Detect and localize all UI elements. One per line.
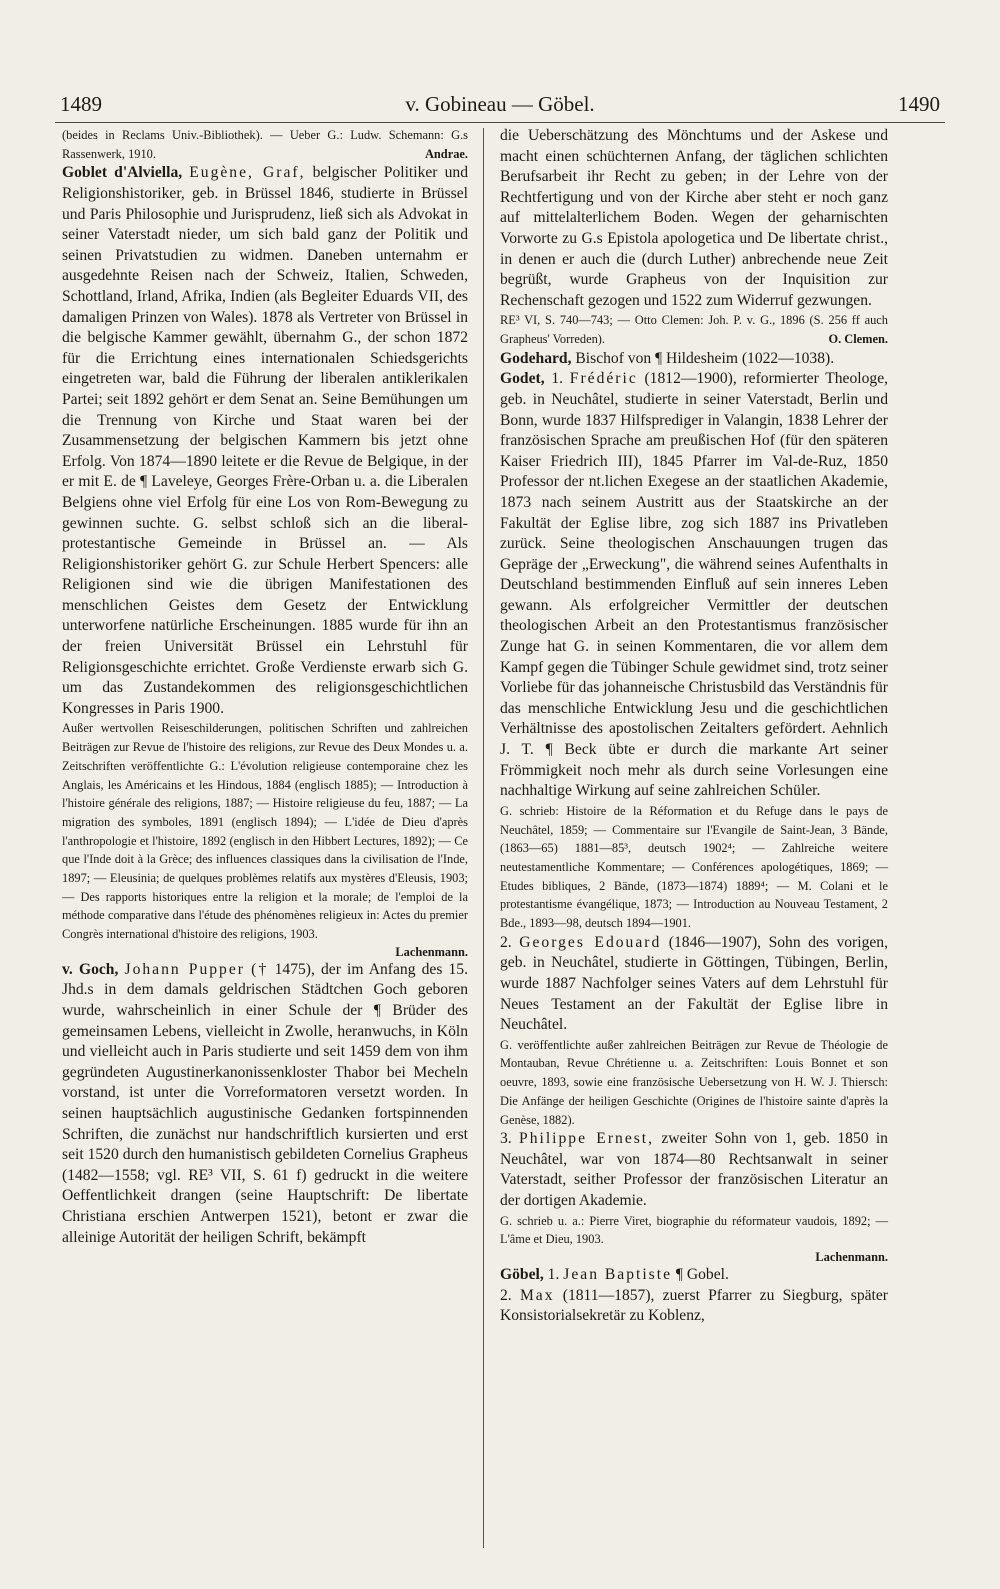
entry-text: (1811—1857), zuerst Pfarrer zu Siegburg, später Konsistorialsekretär zu Koblenz, (500, 1286, 888, 1325)
entry-text: belgischer Politiker und Religionshistoriker, geb. in Brüssel 1846, studierte in Brüssel und Paris Philosophie und Jurisprudenz, ließ sich als Advokat in seiner Vaterstadt nieder, um sich bald ganz der Politik und seinen Privatstudien zu widmen. Daneben unternahm er ausgedehnte Reisen nach der Schweiz, Italien, Schweden, Schottland, Irland, Afrika, Indien (als Begleiter Eduards VII, des damaligen Prinzen von Wales). 1878 als Vertreter von Brüssel in die belgische Kammer gewählt, übernahm G., der schon 1872 für die Errichtung eines internationalen Schiedsgerichts eingetreten war, bald die Führung der liberalen antiklerikalen Partei; seit 1892 gehört er dem Senat an. Seine Bemühungen um die Trennung von Kirche und Staat waren bei der Zusammensetzung der belgischen Kammern bis jetzt ohne Erfolg. Von 1874—1890 leitete er die Revue de Belgique, in der er mit E. de ¶ Laveleye, Georges Frère-Orban u. a. die Liberalen Belgiens ohne viel Erfolg für eine Los von Rom-Bewegung zu gewinnen suchte. G. selbst schloß sich an die liberal-protestantische Gemeinde in Brüssel an. — Als Religionshistoriker gehört G. zur Schule Herbert Spencers: alle Religionen sind wie die übrigen Manifestationen des menschlichen Geistes dem Gesetz der Entwicklung unterworfene natürliche Erscheinungen. 1885 wurde für ihn an der freien Universität Brüssel ein Lehrstuhl für Religionsgeschichte errichtet. Große Verdienste erwarb sich G. um das Zustandekommen des religionsgeschichtlichen Kongresses in Paris 1900. (62, 164, 468, 717)
entry-godet-1: Godet, 1. Frédéric (1812—1900), reformierter Theologe, geb. in Neuchâtel, studierte in seiner Vaterstadt, Berlin und Bonn, wurde 1837 Hilfsprediger in Valangin, 1838 Lehrer der französischen Sprache am preußischen Hof (für den späteren Kaiser Friedrich III), 1845 Pfarrer im Val-de-Ruz, 1850 Professor der nt.lichen Exegese an der staatlichen Akademie, 1873 nach seinem Austritt aus der Staatskirche an der Fakultät der Eglise libre, zog sich 1887 ins Privatleben zurück. Seine theologischen Anschauungen trugen das Gepräge der „Erweckung", die während seines Aufenthalts in Deutschland bestimmenden Einfluß auf sein inneres Leben gewann. Als erfolgreicher Vermittler der deutschen theologischen Arbeit an den Protestantismus französischer Zunge hat G. in seinen Kommentaren, die vor allem dem Kampf gegen die Tübinger Schule gewidmet sind, trotz seiner Vorliebe für das johanneische Christusbild das Verständnis für das menschliche Entwicklung Jesu und die geschichtlichen Verhältnisse des apostolischen Zeitalters gefördert. Aehnlich J. T. ¶ Beck übte er durch die markante Art seiner Frömmigkeit noch mehr als durch seine Vorlesungen eine nachhaltige Wirkung auf seine zahlreichen Schüler. (500, 370, 889, 800)
left-column (62, 126, 468, 1248)
page-header (0, 92, 1000, 122)
goblet-literature: Außer wertvollen Reiseschilderungen, politischen Schriften und zahlreichen Beiträgen zur Revue de l'histoire des religions, zur Revue des Deux Mondes u. a. Zeitschriften veröffentlichte G.: L'évolution religieuse contemporaine chez les Anglais, les Américains et les Hindous, 1884 (englisch 1885); — Introduction à l'histoire générale des religions, 1887; — Histoire religieuse du feu, 1887; — La migration des symboles, 1891 (englisch 1894); — L'idée de Dieu d'après l'anthropologie et l'histoire, 1892 (englisch in den Hibbert Lectures, 1892); — Ce que l'Inde doit à la Grèce; des influences classiques dans la civilisation de l'Inde, 1897; — Eleusinia; de quelques problèmes relatifs aux mystères d'Eleusis, 1903; — Des rapports historiques entre la religion et la morale; de l'emploi de la méthode comparative dans l'étude des phénomènes religieux in: Actes du premier Congrès international d'histoire des religions, 1903. (62, 721, 468, 942)
headword: Goblet d'Alviella, (62, 164, 183, 182)
running-title: v. Gobineau — Göbel. (405, 92, 595, 116)
entry-text: zweiter Sohn von 1, geb. 1850 in Neuchâtel, war von 1874—80 Rechtsanwalt in seiner Vaterstadt, seither Professor der französischen Literatur an der dortigen Akademie. (500, 1130, 888, 1209)
person-name: Eugène, Graf, (189, 164, 306, 182)
person-name: Philippe Ernest, (519, 1130, 655, 1148)
entry-text: († 1475), der im Anfang des 15. Jhd.s in dem damals geldrischen Städtchen Goch geboren wurde, wahrscheinlich in einer Schule der ¶ Brüder des gemeinsamen Lebens, vielleicht in Zwolle, heranwuchs, in Köln und vielleicht auch in Paris studierte und seit 1459 dem von ihm gegründeten Augustinerkanonissenkloster Thabor bei Mecheln vorstand, ist unter die Vorreformatoren versetzt worden. In seinen hauptsächlich augustinische Gedanken fortspinnenden Schriften, die zunächst nur handschriftlich kursierten und erst seit 1520 durch den humanistisch gebildeten Cornelius Grapheus (1482—1558; vgl. RE³ VII, S. 61 f) gedruckt in die weitere Oeffentlichkeit drangen (seine Hauptschrift: De libertate Christiana erschien Antwerpen 1521), betont er zwar die alleinige Autorität der heiligen Schrift, bekämpft (62, 960, 469, 1246)
entry-text: Bischof von ¶ Hildesheim (1022—1038). (575, 349, 835, 367)
goch-literature: RE³ VI, S. 740—743; — Otto Clemen: Joh. P. v. G., 1896 (S. 256 ff auch Grapheus' Vorreden). O. Clemen. (500, 311, 888, 348)
entry-godet-2: 2. Georges Edouard (1846—1907), Sohn des vorigen, geb. in Neuchâtel, studierte in Göttingen, Tübingen, Berlin, wurde 1887 Nachfolger seines Vaters auf dem Lehrstuhl für Neues Testament an der Fakultät der Eglise libre in Neuchâtel. (500, 933, 888, 1034)
entry-goblet (62, 163, 468, 719)
column-divider (483, 128, 484, 1548)
header-rule (55, 122, 945, 123)
goch-continued: die Ueberschätzung des Mönchtums und der Askese und macht einen schüchternen Anfang, der täglichen schlichten Berufsarbeit ihr Recht zu geben; in der Lehre von der Rechtfertigung und von der Kirche aber steht er noch ganz auf mittelalterlichem Boden. Wegen der geharnischten Vorworte zu G.s Epistola apologetica und De libertate christ., in denen er auch die (durch Luther) anbrechende neue Zeit begrüßt, wurde Grapheus von der Inquisition zur Rechenschaft gezogen und 1522 zum Widerruf gezwungen. (500, 127, 888, 309)
entry-godehard (500, 349, 888, 370)
headword: Godet, (500, 370, 545, 388)
entry-gobel-2: 2. Max (1811—1857), zuerst Pfarrer zu Siegburg, später Konsistorialsekretär zu Koblenz, (500, 1286, 888, 1325)
right-column (500, 126, 888, 1327)
entry-gobel-1: Göbel, 1. Jean Baptiste ¶ Gobel. (500, 1266, 729, 1283)
person-name: Johann Pupper (124, 960, 245, 978)
entry-godet-3: 3. Philippe Ernest, zweiter Sohn von 1, geb. 1850 in Neuchâtel, war von 1874—80 Rechtsanwalt in seiner Vaterstadt, seither Professor der französischen Literatur an der dortigen Akademie. (500, 1130, 888, 1209)
signature: O. Clemen. (828, 332, 888, 347)
signature: Lachenmann. (815, 1250, 888, 1264)
person-name: Jean Baptiste (563, 1266, 672, 1283)
godet-3-literature: G. schrieb u. a.: Pierre Viret, biographie du réformateur vaudois, 1892; — L'âme et Dieu, 1903. (500, 1213, 888, 1247)
page-number-left: 1489 (60, 92, 102, 116)
person-name: Georges Edouard (519, 933, 662, 951)
gobineau-literature: (beides in Reclams Univ.-Bibliothek). — Ueber G.: Ludw. Schemann: G.s Rassenwerk, 1910. Andrae. (62, 126, 468, 163)
page-number-right: 1490 (898, 92, 940, 116)
signature: Andrae. (424, 146, 468, 161)
headword: v. Goch, (62, 960, 119, 978)
entry-text: (1812—1900), reformierter Theologe, geb. in Neuchâtel, studierte in seiner Vaterstadt, Berlin und Bonn, wurde 1837 Hilfsprediger in Valangin, 1838 Lehrer der französischen Sprache am preußischen Hof (für den späteren Kaiser Friedrich III), 1845 Pfarrer im Val-de-Ruz, 1850 Professor der nt.lichen Exegese an der staatlichen Akademie, 1873 nach seinem Austritt aus der Staatskirche an der Fakultät der Eglise libre, zog sich 1887 ins Privatleben zurück. Seine theologischen Anschauungen trugen das Gepräge der „Erweckung", die während seines Aufenthalts in Deutschland bestimmenden Einfluß auf sein inneres Leben gewann. Als erfolgreicher Vermittler der deutschen theologischen Arbeit an den Protestantismus französischer Zunge hat G. in seinen Kommentaren, die vor allem dem Kampf gegen die Tübinger Schule gewidmet sind, trotz seiner Vorliebe für das johanneische Christusbild das Verständnis für das menschliche Entwicklung Jesu und die geschichtlichen Verhältnisse des apostolischen Zeitalters gefördert. Aehnlich J. T. ¶ Beck übte er durch die markante Art seiner Frömmigkeit noch mehr als durch seine Vorlesungen eine nachhaltige Wirkung auf seine zahlreichen Schüler. (500, 370, 889, 800)
entry-text: (1846—1907), Sohn des vorigen, geb. in Neuchâtel, studierte in Göttingen, Tübingen, Berlin, wurde 1887 Nachfolger seines Vaters auf dem Lehrstuhl für Neues Testament an der Fakultät der Eglise libre in Neuchâtel. (500, 933, 888, 1034)
person-name: Max (519, 1286, 555, 1304)
entry-goch (62, 960, 468, 1248)
godet-1-literature: G. schrieb: Histoire de la Réformation et du Refuge dans le pays de Neuchâtel, 1859; — Commentaire sur l'Evangile de Saint-Jean, 3 Bände, (1863—65) 1881—85³, deutsch 1902⁴; — Zahlreiche weitere neutestamentliche Kommentare; — Conférences apologétiques, 1869; — Etudes bibliques, 2 Bände, (1873—1874) 1889⁴; — M. Colani et le protestantisme évangélique, 1873; — Introduction au Nouveau Testament, 2 Bde., 1893—98, deutsch 1894—1901. (500, 803, 888, 931)
headword: Godehard, (500, 349, 572, 367)
person-name: Frédéric (569, 370, 638, 388)
signature: Lachenmann. (395, 944, 468, 959)
godet-2-literature: G. veröffentlichte außer zahlreichen Beiträgen zur Revue de Théologie de Montauban, Revue Chrétienne u. a. Zeitschriften: Louis Bonnet et son oeuvre, 1893, sowie eine französische Uebersetzung von H. W. J. Thiersch: Die Anfänge der heiligen Geschichte (Origines de l'histoire sainte d'après la Genèse, 1882). (500, 1037, 888, 1127)
headword: Göbel, (500, 1266, 544, 1283)
entry-text: ¶ Gobel. (675, 1266, 729, 1283)
